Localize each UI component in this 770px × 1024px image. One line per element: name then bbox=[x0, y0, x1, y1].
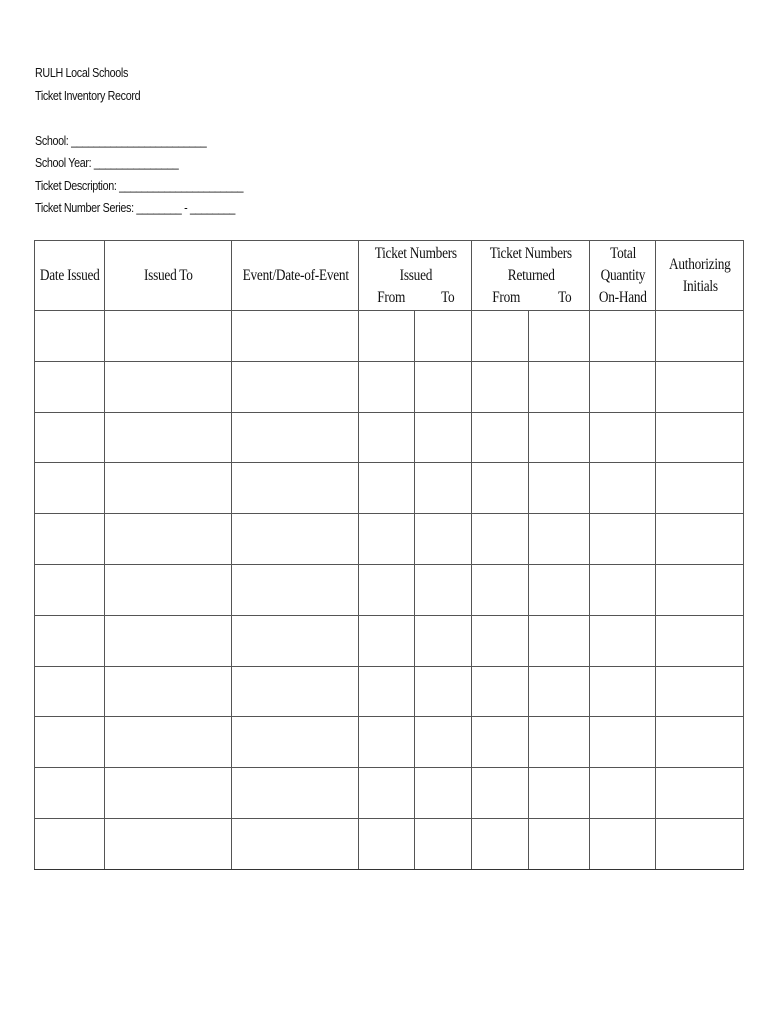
returned-to-cell[interactable] bbox=[529, 615, 590, 666]
returned-to-cell[interactable] bbox=[529, 514, 590, 565]
issued-to-cell[interactable] bbox=[105, 311, 232, 362]
date-issued-cell[interactable] bbox=[35, 564, 105, 615]
returned-to-label: To bbox=[557, 288, 572, 306]
total-on-hand-cell[interactable] bbox=[590, 412, 656, 463]
issued-from-label: From bbox=[377, 288, 406, 306]
issued-to-label: To bbox=[440, 288, 455, 306]
table-row bbox=[35, 311, 744, 362]
event-cell[interactable] bbox=[232, 514, 359, 565]
initials-cell[interactable] bbox=[656, 615, 744, 666]
returned-from-cell[interactable] bbox=[472, 666, 529, 717]
initials-cell[interactable] bbox=[656, 514, 744, 565]
initials-cell[interactable] bbox=[656, 361, 744, 412]
initials-cell[interactable] bbox=[656, 564, 744, 615]
header-issued-to: Issued To bbox=[105, 241, 232, 311]
initials-cell[interactable] bbox=[656, 717, 744, 768]
issued-from-cell[interactable] bbox=[359, 615, 415, 666]
total-on-hand-cell[interactable] bbox=[590, 615, 656, 666]
returned-from-cell[interactable] bbox=[472, 818, 529, 869]
issued-from-cell[interactable] bbox=[359, 818, 415, 869]
header-authorizing-initials: Authorizing Initials bbox=[656, 241, 744, 311]
returned-to-cell[interactable] bbox=[529, 412, 590, 463]
total-on-hand-cell[interactable] bbox=[590, 717, 656, 768]
issued-from-cell[interactable] bbox=[359, 666, 415, 717]
table-body bbox=[35, 311, 744, 870]
total-on-hand-cell[interactable] bbox=[590, 463, 656, 514]
initials-cell[interactable] bbox=[656, 666, 744, 717]
total-on-hand-cell[interactable] bbox=[590, 514, 656, 565]
returned-from-cell[interactable] bbox=[472, 768, 529, 819]
returned-from-cell[interactable] bbox=[472, 311, 529, 362]
table-row bbox=[35, 666, 744, 717]
issued-to-number-cell[interactable] bbox=[415, 717, 472, 768]
table-row bbox=[35, 564, 744, 615]
issued-to-number-cell[interactable] bbox=[415, 311, 472, 362]
returned-from-label: From bbox=[491, 288, 520, 306]
table-row bbox=[35, 514, 744, 565]
header-date-issued: Date Issued bbox=[35, 241, 105, 311]
form-header bbox=[35, 62, 243, 220]
issued-from-cell[interactable] bbox=[359, 412, 415, 463]
date-issued-cell[interactable] bbox=[35, 514, 105, 565]
table-row bbox=[35, 717, 744, 768]
date-issued-cell[interactable] bbox=[35, 463, 105, 514]
initials-cell[interactable] bbox=[656, 311, 744, 362]
date-issued-cell[interactable] bbox=[35, 768, 105, 819]
table-row bbox=[35, 412, 744, 463]
total-on-hand-cell[interactable] bbox=[590, 768, 656, 819]
event-cell[interactable] bbox=[232, 717, 359, 768]
returned-from-cell[interactable] bbox=[472, 412, 529, 463]
issued-to-number-cell[interactable] bbox=[415, 361, 472, 412]
date-issued-cell[interactable] bbox=[35, 412, 105, 463]
header-ticket-numbers-issued: Ticket Numbers Issued From To bbox=[359, 241, 472, 311]
issued-from-cell[interactable] bbox=[359, 311, 415, 362]
date-issued-cell[interactable] bbox=[35, 361, 105, 412]
issued-to-cell[interactable] bbox=[105, 818, 232, 869]
table-row bbox=[35, 615, 744, 666]
school-field[interactable]: School: ________________________ bbox=[35, 133, 207, 148]
issued-to-cell[interactable] bbox=[105, 514, 232, 565]
date-issued-cell[interactable] bbox=[35, 311, 105, 362]
table-row bbox=[35, 361, 744, 412]
issued-to-number-cell[interactable] bbox=[415, 514, 472, 565]
initials-cell[interactable] bbox=[656, 463, 744, 514]
form-title: Ticket Inventory Record bbox=[35, 88, 141, 103]
returned-from-cell[interactable] bbox=[472, 514, 529, 565]
issued-to-number-cell[interactable] bbox=[415, 412, 472, 463]
header-total-quantity: Total Quantity On-Hand bbox=[590, 241, 656, 311]
returned-to-cell[interactable] bbox=[529, 818, 590, 869]
table-header-row bbox=[35, 241, 744, 311]
event-cell[interactable] bbox=[232, 818, 359, 869]
returned-from-cell[interactable] bbox=[472, 615, 529, 666]
total-on-hand-cell[interactable] bbox=[590, 311, 656, 362]
event-cell[interactable] bbox=[232, 768, 359, 819]
event-cell[interactable] bbox=[232, 412, 359, 463]
initials-cell[interactable] bbox=[656, 818, 744, 869]
issued-to-number-cell[interactable] bbox=[415, 768, 472, 819]
returned-to-cell[interactable] bbox=[529, 768, 590, 819]
issued-to-cell[interactable] bbox=[105, 717, 232, 768]
issued-to-cell[interactable] bbox=[105, 463, 232, 514]
issued-to-cell[interactable] bbox=[105, 615, 232, 666]
event-cell[interactable] bbox=[232, 311, 359, 362]
issued-to-cell[interactable] bbox=[105, 412, 232, 463]
issued-to-cell[interactable] bbox=[105, 361, 232, 412]
returned-from-cell[interactable] bbox=[472, 564, 529, 615]
date-issued-cell[interactable] bbox=[35, 818, 105, 869]
issued-from-cell[interactable] bbox=[359, 564, 415, 615]
issued-to-number-cell[interactable] bbox=[415, 615, 472, 666]
issued-from-cell[interactable] bbox=[359, 463, 415, 514]
issued-to-cell[interactable] bbox=[105, 564, 232, 615]
header-ticket-numbers-returned: Ticket Numbers Returned From To bbox=[472, 241, 590, 311]
total-on-hand-cell[interactable] bbox=[590, 818, 656, 869]
event-cell[interactable] bbox=[232, 463, 359, 514]
date-issued-cell[interactable] bbox=[35, 615, 105, 666]
event-cell[interactable] bbox=[232, 361, 359, 412]
organization-name: RULH Local Schools bbox=[35, 66, 129, 80]
event-cell[interactable] bbox=[232, 564, 359, 615]
returned-to-cell[interactable] bbox=[529, 717, 590, 768]
ticket-inventory-table bbox=[34, 240, 744, 870]
returned-to-cell[interactable] bbox=[529, 666, 590, 717]
issued-from-cell[interactable] bbox=[359, 514, 415, 565]
date-issued-cell[interactable] bbox=[35, 717, 105, 768]
date-issued-cell[interactable] bbox=[35, 666, 105, 717]
header-event: Event/Date-of-Event bbox=[232, 241, 359, 311]
school-year-field[interactable]: School Year: _______________ bbox=[35, 156, 179, 170]
returned-to-cell[interactable] bbox=[529, 361, 590, 412]
total-on-hand-cell[interactable] bbox=[590, 361, 656, 412]
issued-to-number-cell[interactable] bbox=[415, 666, 472, 717]
returned-from-cell[interactable] bbox=[472, 717, 529, 768]
initials-cell[interactable] bbox=[656, 412, 744, 463]
issued-to-number-cell[interactable] bbox=[415, 564, 472, 615]
event-cell[interactable] bbox=[232, 666, 359, 717]
returned-to-cell[interactable] bbox=[529, 564, 590, 615]
issued-to-cell[interactable] bbox=[105, 768, 232, 819]
initials-cell[interactable] bbox=[656, 768, 744, 819]
issued-to-number-cell[interactable] bbox=[415, 818, 472, 869]
returned-from-cell[interactable] bbox=[472, 361, 529, 412]
issued-from-cell[interactable] bbox=[359, 717, 415, 768]
returned-to-cell[interactable] bbox=[529, 463, 590, 514]
returned-from-cell[interactable] bbox=[472, 463, 529, 514]
table-row bbox=[35, 768, 744, 819]
table-row bbox=[35, 818, 744, 869]
ticket-number-series-field[interactable]: Ticket Number Series: ________ - ________ bbox=[35, 201, 236, 215]
issued-from-cell[interactable] bbox=[359, 361, 415, 412]
table-row bbox=[35, 463, 744, 514]
issued-to-number-cell[interactable] bbox=[415, 463, 472, 514]
total-on-hand-cell[interactable] bbox=[590, 564, 656, 615]
issued-from-cell[interactable] bbox=[359, 768, 415, 819]
total-on-hand-cell[interactable] bbox=[590, 666, 656, 717]
event-cell[interactable] bbox=[232, 615, 359, 666]
returned-to-cell[interactable] bbox=[529, 311, 590, 362]
issued-to-cell[interactable] bbox=[105, 666, 232, 717]
ticket-description-field[interactable]: Ticket Description: ______________________ bbox=[35, 178, 244, 193]
